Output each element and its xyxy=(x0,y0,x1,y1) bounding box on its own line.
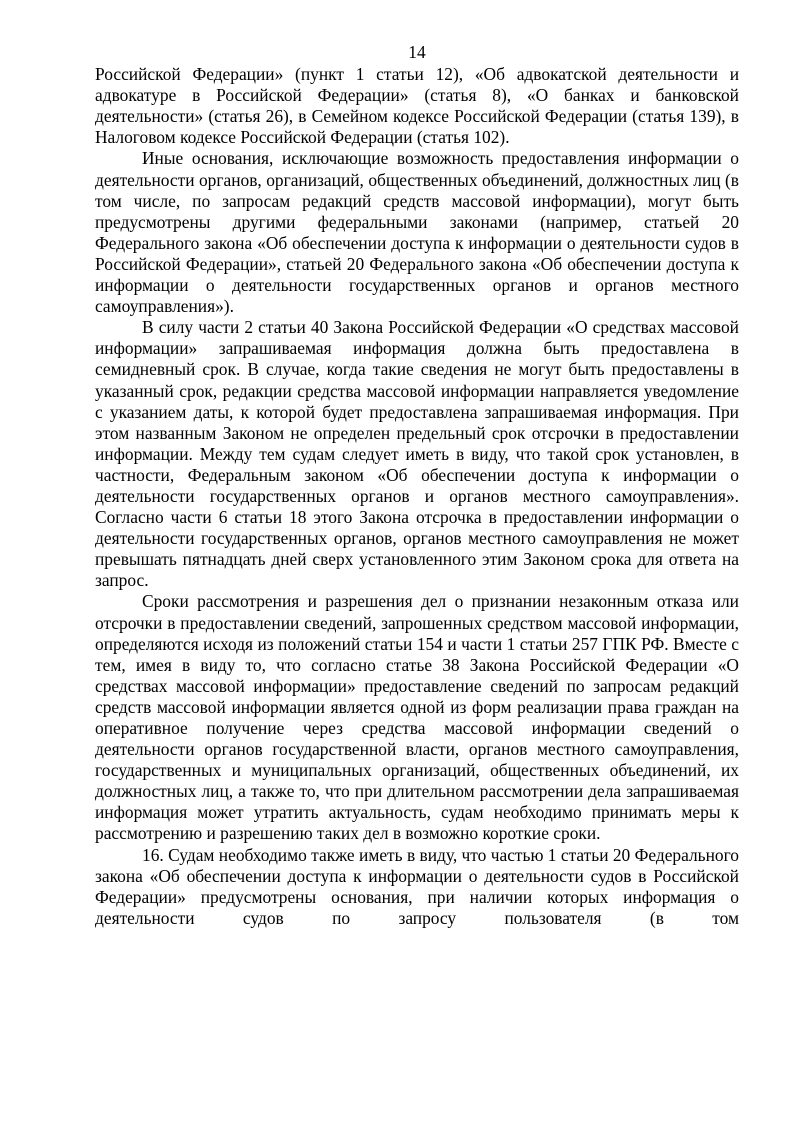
page-number: 14 xyxy=(408,42,426,62)
paragraph-review-terms: Сроки рассмотрения и разрешения дел о признании незаконным отказа или отсрочки в предоставлении сведений, запрошенных средством массовой информации, определяются исходя из положений статьи 154 и части 1 статьи 257 ГПК РФ. Вместе с тем, имея в виду то, что согласно статье 38 Закона Российской Федерации «О средствах массовой информации» предоставление сведений по запросам редакций средств массовой информации является одной из форм реализации права граждан на оперативное получение через средства массовой информации сведений о деятельности органов государственной власти, органов местного самоуправления, государственных и муниципальных организаций, общественных объединений, их должностных лиц, а также то, что при длительном рассмотрении дела запрашиваемая информация может утратить актуальность, судам необходимо принимать меры к рассмотрению и разрешению таких дел в возможно короткие сроки. xyxy=(95,591,739,844)
paragraph-other-grounds: Иные основания, исключающие возможность предоставления информации о деятельности органов, организаций, общественных объединений, должностных лиц (в том числе, по запросам редакций средств массовой информации), могут быть предусмотрены другими федеральными законами (например, статьей 20 Федерального закона «Об обеспечении доступа к информации о деятельности судов в Российской Федерации», статьей 20 Федерального закона «Об обеспечении доступа к информации о деятельности государственных органов и органов местного самоуправления»). xyxy=(95,148,739,317)
paragraph-item-16: 16. Судам необходимо также иметь в виду, что частью 1 статьи 20 Федерального закона «Об обеспечении доступа к информации о деятельности судов в Российской Федерации» предусмотрены основания, при наличии которых информация о деятельности судов по запросу пользователя (в том xyxy=(95,844,739,928)
paragraph-laws-list-continuation: Российской Федерации» (пункт 1 статьи 12), «Об адвокатской деятельности и адвокатуре в Российской Федерации» (статья 8), «О банках и банковской деятельности» (статья 26), в Семейном кодексе Российской Федерации (статья 139), в Налоговом кодексе Российской Федерации (статья 102). xyxy=(95,64,739,148)
paragraph-seven-day-term: В силу части 2 статьи 40 Закона Российской Федерации «О средствах массовой информации» запрашиваемая информация должна быть предоставлена в семидневный срок. В случае, когда такие сведения не могут быть предоставлены в указанный срок, редакции средства массовой информации направляется уведомление с указанием даты, к которой будет предоставлена запрашиваемая информация. При этом названным Законом не определен предельный срок отсрочки в предоставлении информации. Между тем судам следует иметь в виду, что такой срок установлен, в частности, Федеральным законом «Об обеспечении доступа к информации о деятельности государственных органов и органов местного самоуправления». Согласно части 6 статьи 18 этого Закона отсрочка в предоставлении информации о деятельности государственных органов, органов местного самоуправления не может превышать пятнадцать дней сверх установленного этим Законом срока для ответа на запрос. xyxy=(95,317,739,591)
document-page xyxy=(95,42,739,929)
